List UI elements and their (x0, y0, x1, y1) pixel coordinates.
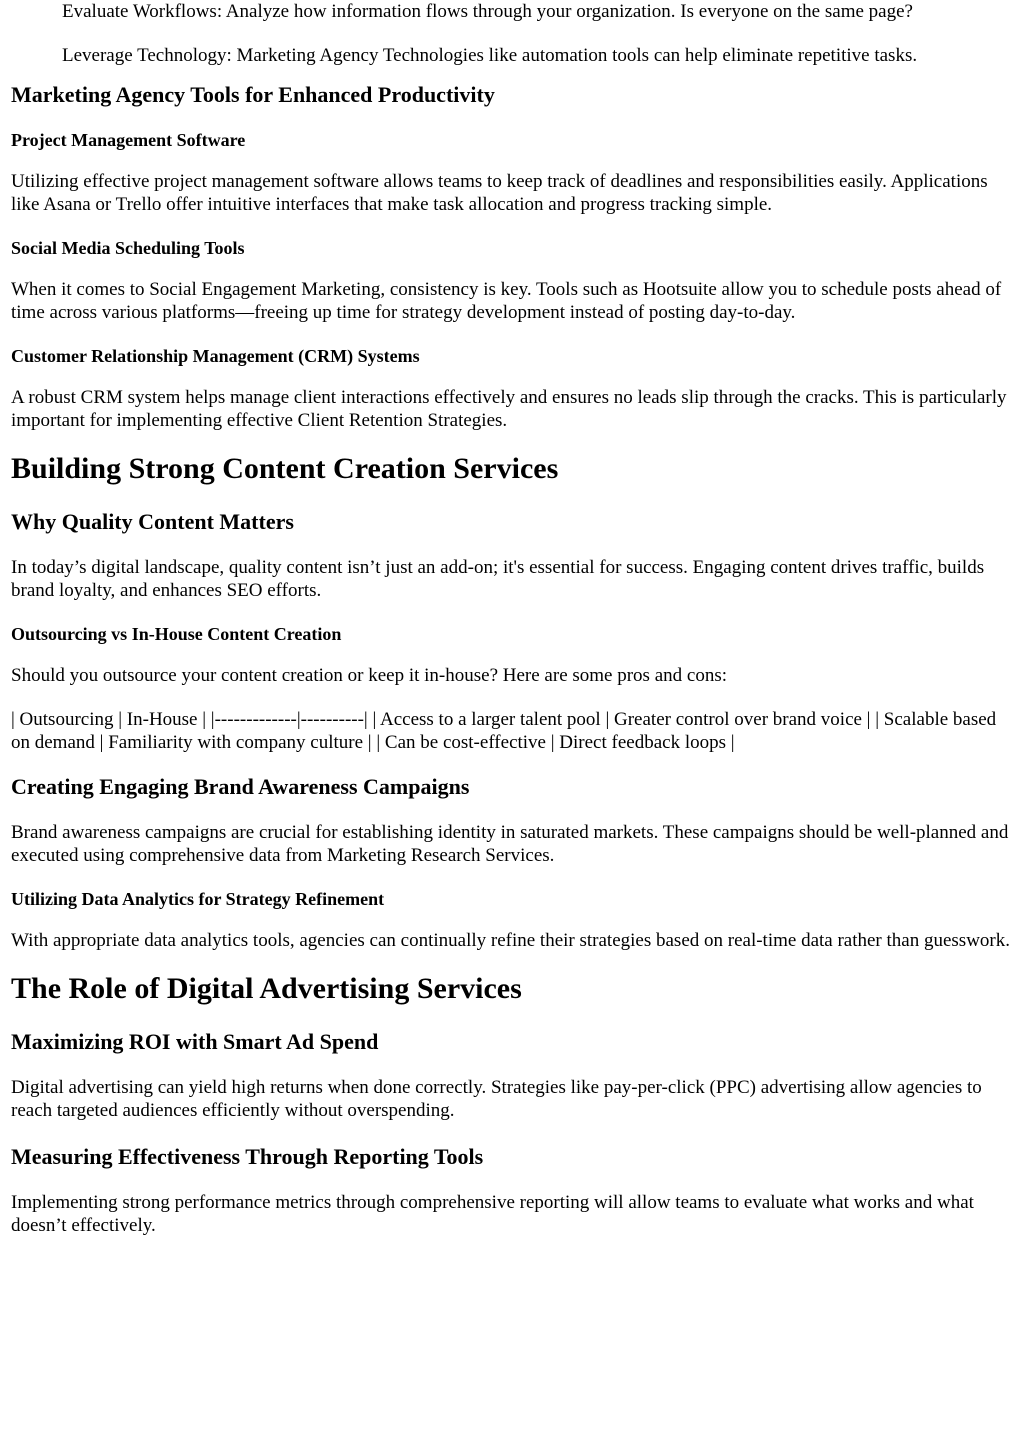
heading-maximizing-roi: Maximizing ROI with Smart Ad Spend (11, 1029, 379, 1054)
heading-why-quality-content: Why Quality Content Matters (11, 509, 294, 534)
paragraph-maximizing-roi: Digital advertising can yield high returns when done correctly. Strategies like pay-per-click (PPC) advertising allow agencies to reach targeted audiences efficiently without overspending. (11, 1077, 982, 1121)
heading-data-analytics: Utilizing Data Analytics for Strategy Refinement (11, 889, 385, 909)
heading-brand-awareness-campaigns: Creating Engaging Brand Awareness Campaigns (11, 774, 470, 799)
outsourcing-table-text: | Outsourcing | In-House | |-------------|----------| | Access to a larger talent pool | Greater control over brand voice | | Scalable based on demand | Familiarity with company culture | | Can be cost-effective | Direct feedback loops | (11, 709, 997, 753)
heading-reporting-tools: Measuring Effectiveness Through Reporting Tools (11, 1144, 484, 1169)
heading-social-media-scheduling: Social Media Scheduling Tools (11, 238, 245, 258)
heading-project-management-software: Project Management Software (11, 130, 246, 150)
heading-digital-advertising: The Role of Digital Advertising Services (11, 972, 522, 1005)
heading-outsourcing-vs-inhouse: Outsourcing vs In-House Content Creation (11, 624, 342, 644)
paragraph-project-management: Utilizing effective project management software allows teams to keep track of deadlines and responsibilities easily. Applications like Asana or Trello offer intuitive interfaces that make task allocation and progress tracking simple. (11, 171, 988, 215)
paragraph-social-media-scheduling: When it comes to Social Engagement Marketing, consistency is key. Tools such as Hootsuite allow you to schedule posts ahead of time across various platforms—freeing up time for strategy development instead of posting day-to-day. (11, 279, 1002, 323)
paragraph-data-analytics: With appropriate data analytics tools, agencies can continually refine their strategies based on real-time data rather than guesswork. (11, 930, 1010, 951)
list-item-leverage-technology: Leverage Technology: Marketing Agency Technologies like automation tools can help eliminate repetitive tasks. (62, 45, 918, 66)
list-item-evaluate-workflows: Evaluate Workflows: Analyze how information flows through your organization. Is everyone on the same page? (62, 1, 913, 22)
heading-building-content-creation: Building Strong Content Creation Services (11, 452, 559, 485)
heading-marketing-agency-tools: Marketing Agency Tools for Enhanced Productivity (11, 82, 495, 107)
paragraph-reporting-tools: Implementing strong performance metrics through comprehensive reporting will allow teams to evaluate what works and what doesn’t effectively. (11, 1192, 974, 1236)
heading-crm-systems: Customer Relationship Management (CRM) Systems (11, 346, 420, 366)
article-body (11, 0, 1016, 1237)
paragraph-why-quality-content: In today’s digital landscape, quality content isn’t just an add-on; it's essential for success. Engaging content drives traffic, builds brand loyalty, and enhances SEO efforts. (11, 557, 985, 601)
paragraph-brand-awareness: Brand awareness campaigns are crucial for establishing identity in saturated markets. These campaigns should be well-planned and executed using comprehensive data from Marketing Research Services. (11, 822, 1009, 866)
paragraph-outsourcing-intro: Should you outsource your content creation or keep it in-house? Here are some pros and cons: (11, 665, 727, 686)
paragraph-crm-systems: A robust CRM system helps manage client interactions effectively and ensures no leads slip through the cracks. This is particularly important for implementing effective Client Retention Strategies. (11, 387, 1007, 431)
